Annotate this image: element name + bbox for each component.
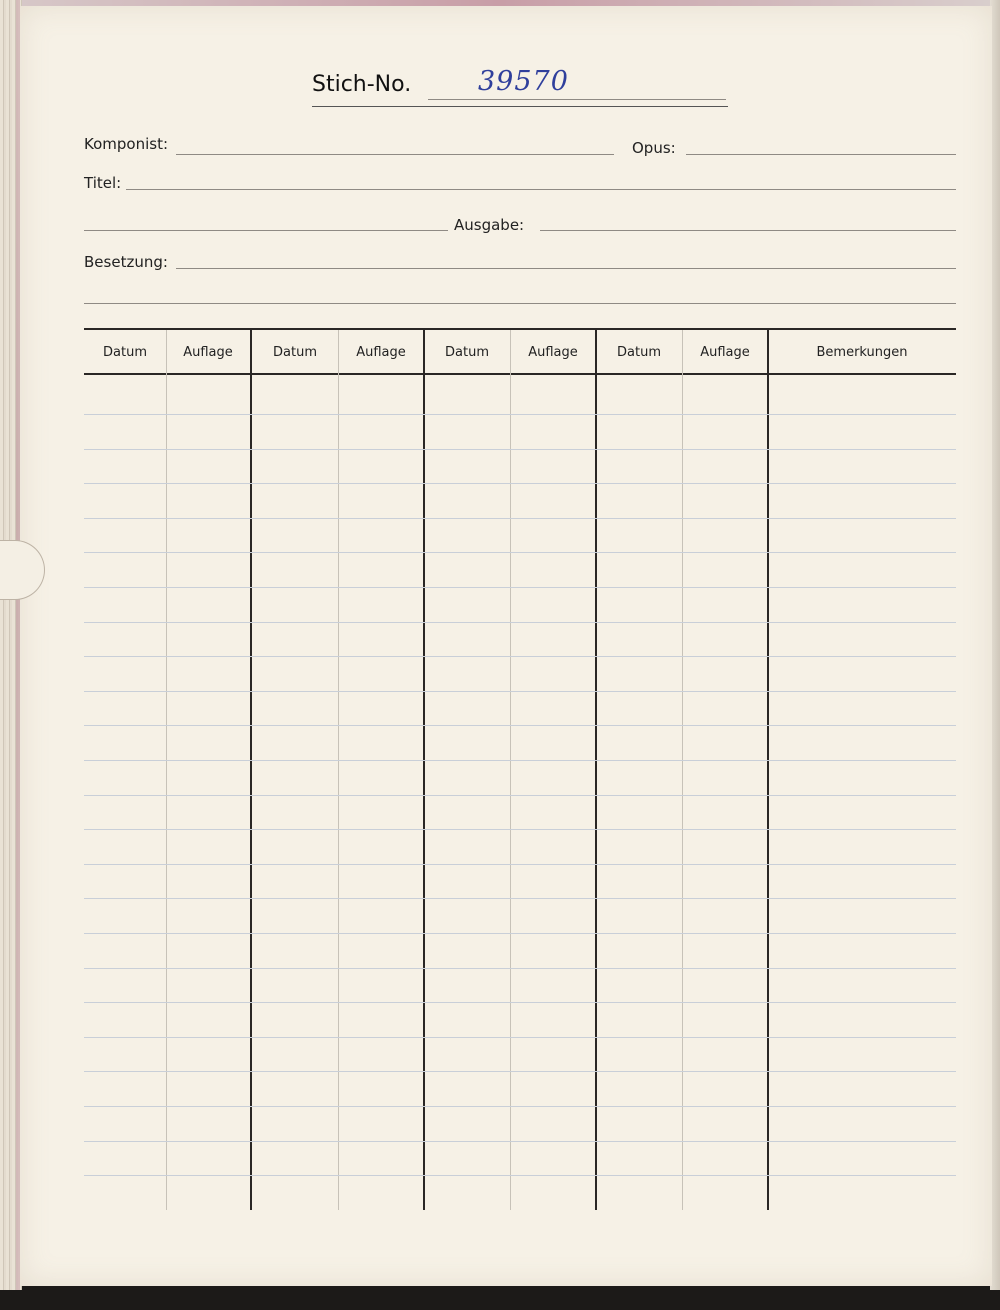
title-underline: [312, 106, 728, 107]
divider-datum-auflage-4: [682, 330, 683, 1210]
stacked-page-edges: [0, 0, 22, 1290]
divider-group-3: [595, 330, 597, 1210]
opus-line: [686, 154, 956, 155]
column-header-auflage-3: Auflage: [528, 345, 578, 360]
table-row-line: [84, 1071, 956, 1072]
table-header-rule: [84, 373, 956, 375]
column-header-datum-1: Datum: [103, 345, 147, 360]
table-row-line: [84, 1037, 956, 1038]
column-header-auflage-4: Auflage: [700, 345, 750, 360]
ausgabe-label: Ausgabe:: [454, 216, 525, 234]
besetzung-label: Besetzung:: [84, 253, 168, 271]
table-top-rule: [84, 328, 956, 330]
titel-line: [126, 189, 956, 190]
stich-number-value: 39570: [478, 66, 569, 97]
table-row-line: [84, 414, 956, 415]
table-row-line: [84, 587, 956, 588]
column-header-bemerkungen: Bemerkungen: [816, 345, 908, 360]
table-row-line: [84, 449, 956, 450]
komponist-label: Komponist:: [84, 135, 169, 153]
divider-group-2: [423, 330, 425, 1210]
divider-group-4: [767, 330, 769, 1210]
column-header-auflage-1: Auflage: [183, 345, 233, 360]
titel-line-2: [84, 230, 448, 231]
column-header-datum-2: Datum: [273, 345, 317, 360]
table-row-line: [84, 552, 956, 553]
table-row-line: [84, 829, 956, 830]
table-row-line: [84, 1141, 956, 1142]
besetzung-line-2: [84, 303, 956, 304]
table-row-line: [84, 622, 956, 623]
column-header-datum-4: Datum: [617, 345, 661, 360]
table-row-line: [84, 691, 956, 692]
stich-number-label: Stich-No.: [312, 72, 412, 97]
divider-datum-auflage-1: [166, 330, 167, 1210]
table-row-line: [84, 968, 956, 969]
table-row-line: [84, 898, 956, 899]
table-row-line: [84, 656, 956, 657]
divider-datum-auflage-3: [510, 330, 511, 1210]
table-row-line: [84, 1002, 956, 1003]
divider-group-1: [250, 330, 252, 1210]
column-header-auflage-2: Auflage: [356, 345, 406, 360]
table-row-line: [84, 518, 956, 519]
stich-number-heading: [312, 72, 411, 97]
table-row-line: [84, 1175, 956, 1176]
ausgabe-line: [540, 230, 956, 231]
titel-label: Titel:: [84, 174, 122, 192]
table-row-line: [84, 864, 956, 865]
column-header-datum-3: Datum: [445, 345, 489, 360]
table-row-line: [84, 725, 956, 726]
komponist-line: [176, 154, 614, 155]
stich-number-line: [428, 99, 726, 100]
table-row-line: [84, 760, 956, 761]
besetzung-line: [176, 268, 956, 269]
table-row-line: [84, 1106, 956, 1107]
divider-datum-auflage-2: [338, 330, 339, 1210]
table-row-line: [84, 933, 956, 934]
opus-label: Opus:: [632, 139, 676, 157]
table-row-line: [84, 483, 956, 484]
table-row-line: [84, 795, 956, 796]
